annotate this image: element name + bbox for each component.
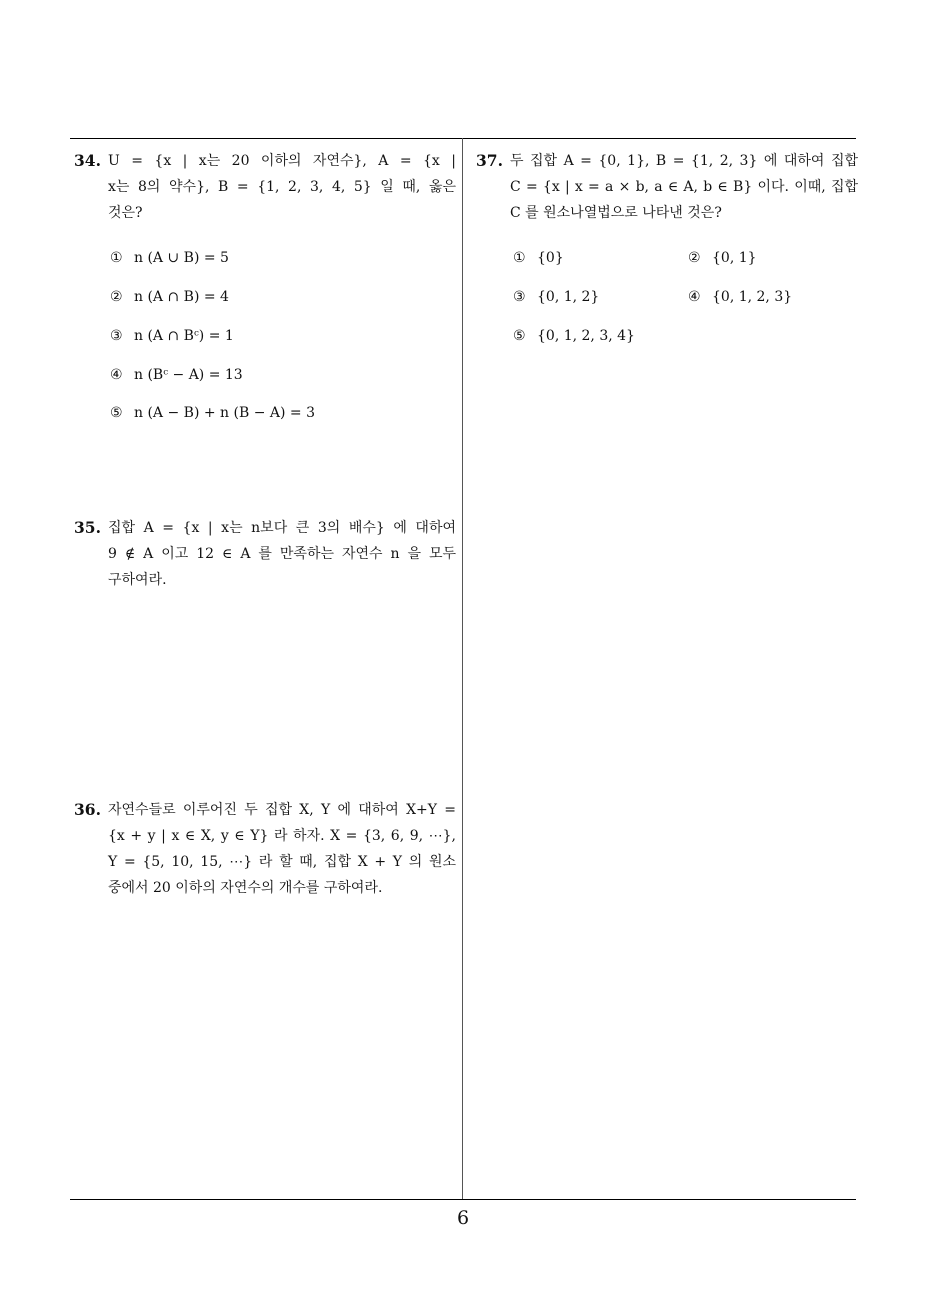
choice-mark: ③ (110, 328, 123, 344)
problem-line: 집합 A = {x | x는 n보다 큰 3의 배수} 에 대하여 (108, 520, 456, 536)
problem-34 (74, 148, 456, 226)
choice-text: {0} (537, 250, 564, 266)
choice-mark: ④ (688, 289, 701, 305)
choice-4[interactable] (688, 289, 792, 305)
problem-line: 것은? (108, 205, 143, 221)
problem-line: 자연수들로 이루어진 두 집합 X, Y 에 대하여 X+Y = (108, 802, 456, 818)
top-rule (70, 138, 856, 139)
choice-text: n (A ∪ B) = 5 (134, 250, 229, 266)
choice-mark: ⑤ (110, 405, 123, 421)
choice-3[interactable] (110, 328, 234, 344)
problem-text (108, 797, 456, 901)
choice-1[interactable] (513, 250, 564, 266)
choice-5[interactable] (110, 405, 315, 421)
choice-1[interactable] (110, 250, 229, 266)
choice-5[interactable] (513, 328, 635, 344)
choice-2[interactable] (688, 250, 757, 266)
problem-37 (476, 148, 858, 226)
problem-text (108, 148, 456, 226)
problem-line: x는 8의 약수}, B = {1, 2, 3, 4, 5} 일 때, 옳은 (108, 179, 456, 195)
problem-line: U = {x | x는 20 이하의 자연수}, A = {x | (108, 153, 456, 169)
problem-text (510, 148, 858, 226)
bottom-rule (70, 1199, 856, 1200)
choice-text: n (A ∩ Bᶜ) = 1 (134, 328, 234, 344)
problem-text (108, 515, 456, 593)
choice-text: {0, 1, 2, 3, 4} (537, 328, 635, 344)
column-divider (462, 138, 463, 1200)
choice-text: {0, 1} (712, 250, 757, 266)
choice-text: {0, 1, 2} (537, 289, 600, 305)
choice-text: n (Bᶜ − A) = 13 (134, 367, 243, 383)
problem-line: 구하여라. (108, 572, 167, 588)
problem-number: 34. (74, 151, 101, 170)
choice-text: n (A − B) + n (B − A) = 3 (134, 405, 316, 421)
problem-number: 37. (476, 151, 503, 170)
problem-36 (74, 797, 456, 901)
problem-line: 중에서 20 이하의 자연수의 개수를 구하여라. (108, 880, 383, 896)
problem-number: 36. (74, 800, 101, 819)
problem-line: C = {x | x = a × b, a ∈ A, b ∈ B} 이다. 이때, 집합 (510, 179, 858, 195)
choice-mark: ③ (513, 289, 526, 305)
problem-35 (74, 515, 456, 593)
choice-2[interactable] (110, 289, 229, 305)
choice-mark: ④ (110, 367, 123, 383)
problem-line: C 를 원소나열법으로 나타낸 것은? (510, 205, 722, 221)
choice-mark: ② (688, 250, 701, 266)
choice-mark: ⑤ (513, 328, 526, 344)
choice-mark: ① (110, 250, 123, 266)
choice-mark: ① (513, 250, 526, 266)
choice-text: {0, 1, 2, 3} (712, 289, 793, 305)
choice-3[interactable] (513, 289, 599, 305)
choice-4[interactable] (110, 367, 243, 383)
page-number: 6 (456, 1207, 470, 1229)
problem-line: Y = {5, 10, 15, ⋯} 라 할 때, 집합 X + Y 의 원소 (108, 854, 456, 870)
problem-line: 9 ∉ A 이고 12 ∈ A 를 만족하는 자연수 n 을 모두 (108, 546, 456, 562)
problem-line: {x + y | x ∈ X, y ∈ Y} 라 하자. X = {3, 6, 9, ⋯}, (108, 828, 456, 844)
choice-text: n (A ∩ B) = 4 (134, 289, 229, 305)
choice-mark: ② (110, 289, 123, 305)
problem-number: 35. (74, 518, 101, 537)
problem-line: 두 집합 A = {0, 1}, B = {1, 2, 3} 에 대하여 집합 (510, 153, 858, 169)
